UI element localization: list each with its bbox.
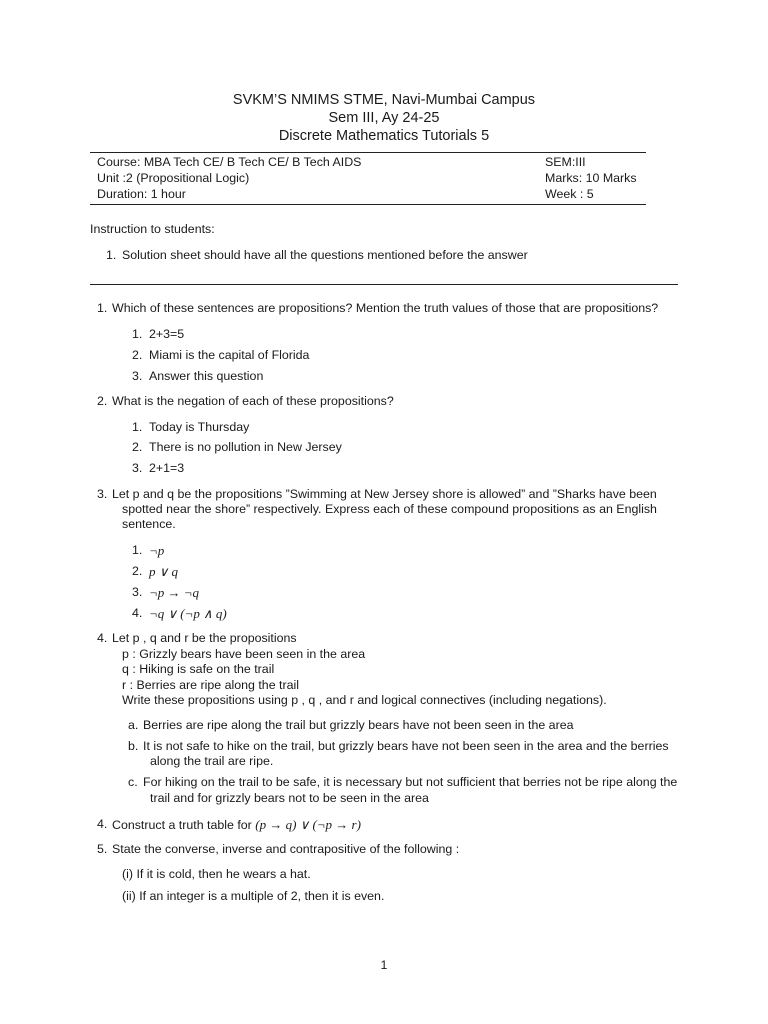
q1-text: Which of these sentences are propositions? Mention the truth values of those that are propositions?	[112, 301, 659, 315]
q1-item-number: 2.	[132, 348, 143, 362]
q2-item-text: There is no pollution in New Jersey	[149, 440, 342, 454]
q1-number: 1.	[97, 301, 108, 315]
q1-item-text: Answer this question	[149, 369, 264, 383]
q4-proposition-r: r : Berries are ripe along the trail	[122, 678, 299, 692]
q1-item-number: 3.	[132, 369, 143, 383]
q3-item-formula: p ∨ q	[149, 564, 179, 579]
q4-proposition-p: p : Grizzly bears have been seen in the area	[122, 647, 366, 661]
q3-text-line1: Let p and q be the propositions ”Swimming at New Jersey shore is allowed” and ”Sharks have been	[112, 487, 657, 501]
q3-text-line2: spotted near the shore” respectively. Express each of these compound propositions as an English	[122, 502, 657, 516]
header-semester: Sem III, Ay 24-25	[328, 110, 440, 126]
header-institution: SVKM’S NMIMS STME, Navi-Mumbai Campus	[232, 92, 536, 108]
q2-item-number: 3.	[132, 461, 143, 475]
q3-item-number: 2.	[132, 564, 143, 578]
info-bottom-rule	[90, 204, 646, 205]
q1-item-text: Miami is the capital of Florida	[149, 348, 310, 362]
q5-part-i: (i) If it is cold, then he wears a hat.	[122, 867, 311, 881]
q3-text-line3: sentence.	[122, 517, 176, 531]
q4b-text-label: Construct a truth table for	[112, 818, 252, 832]
page-number: 1	[380, 958, 388, 972]
q4-part-b-text-line2: along the trail are ripe.	[150, 754, 274, 768]
q3-item-formula: ¬q ∨ (¬p ∧ q)	[149, 606, 227, 621]
q3-number: 3.	[97, 487, 108, 501]
header-title: Discrete Mathematics Tutorials 5	[278, 128, 490, 144]
instruction-text: Solution sheet should have all the questions mentioned before the answer	[122, 248, 528, 262]
q3-item-number: 1.	[132, 543, 143, 557]
q4-proposition-q: q : Hiking is safe on the trail	[122, 662, 275, 676]
q5-part-ii: (ii) If an integer is a multiple of 2, then it is even.	[122, 889, 385, 903]
q2-number: 2.	[97, 394, 108, 408]
q2-item-number: 2.	[132, 440, 143, 454]
info-duration: Duration: 1 hour	[97, 187, 186, 201]
q4-part-c-text-line1: For hiking on the trail to be safe, it is necessary but not sufficient that berries not be ripe along the	[143, 775, 678, 789]
q4-text-line1: Let p , q and r be the propositions	[112, 631, 297, 645]
q3-item-number: 3.	[132, 585, 143, 599]
q4b-number: 4.	[97, 817, 108, 831]
q4-instruction: Write these propositions using p , q , and r and logical connectives (including negations).	[122, 693, 607, 707]
q2-item-text: Today is Thursday	[149, 420, 250, 434]
info-top-rule	[90, 152, 646, 153]
q2-item-number: 1.	[132, 420, 143, 434]
q4-number: 4.	[97, 631, 108, 645]
q4b-text	[112, 817, 361, 833]
q5-text: State the converse, inverse and contrapositive of the following :	[112, 842, 460, 856]
q2-item-text: 2+1=3	[149, 461, 185, 475]
q4-part-a-label: a.	[128, 718, 139, 732]
instructions-heading: Instruction to students:	[90, 222, 215, 236]
q4b-formula: (p → q) ∨ (¬p → r)	[255, 817, 361, 832]
info-week: Week : 5	[545, 187, 594, 201]
q4-part-b-text-line1: It is not safe to hike on the trail, but grizzly bears have not been seen in the area and the berries	[143, 739, 669, 753]
q4-part-b-label: b.	[128, 739, 139, 753]
q4-part-c-label: c.	[128, 775, 138, 789]
q3-item-number: 4.	[132, 606, 143, 620]
q1-item-number: 1.	[132, 327, 143, 341]
q3-item-formula: ¬p	[149, 543, 165, 558]
info-marks: Marks: 10 Marks	[545, 171, 637, 185]
q5-number: 5.	[97, 842, 108, 856]
q2-text: What is the negation of each of these propositions?	[112, 394, 394, 408]
instruction-number: 1.	[106, 248, 117, 262]
q4-part-a-text: Berries are ripe along the trail but grizzly bears have not been seen in the area	[143, 718, 574, 732]
q3-item-formula: ¬p → ¬q	[149, 585, 200, 600]
info-unit: Unit :2 (Propositional Logic)	[97, 171, 250, 185]
q4-part-c-text-line2: trail and for grizzly bears not to be seen in the area	[150, 791, 429, 805]
info-sem: SEM:III	[545, 155, 586, 169]
q1-item-text: 2+3=5	[149, 327, 185, 341]
instructions-rule	[90, 284, 678, 285]
info-course: Course: MBA Tech CE/ B Tech CE/ B Tech AIDS	[97, 155, 362, 169]
